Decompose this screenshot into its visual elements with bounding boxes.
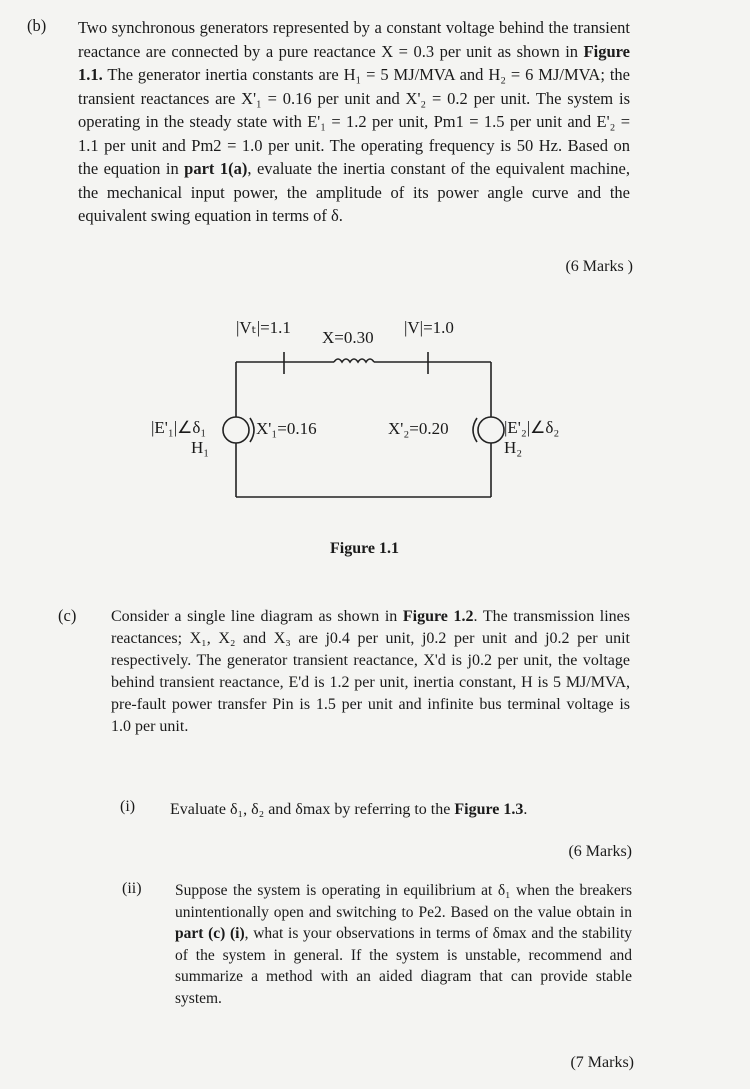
line-inductor [334,359,374,362]
e2-label: |E'₂|∠δ₂ [504,418,560,437]
figure-1-1-ref: Figure 1.1. [78,41,630,84]
v-label: |V|=1.0 [404,318,454,337]
part-c-i-text: Evaluate δ₁, δ₂ and δmax by referring to the [170,801,455,818]
part-c-i-marks: (6 Marks) [568,843,632,860]
part-c-text-1: Consider a single line diagram as shown in [111,608,403,625]
figure-1-1-caption: Figure 1.1 [330,540,400,557]
x-line-label: X=0.30 [322,328,374,347]
part-b-text-1: Two synchronous generators represented by a constant voltage behind the transient reactance are connected by a pure reactance X = 0.3 per unit as shown in [78,18,630,61]
part-c-question [111,606,630,738]
part-c-i-end: . [523,801,528,818]
x1-reactance-arc [250,418,254,442]
x2-reactance-arc [473,418,477,442]
part-c-ii-text-2: , what is your observations in terms of δmax and the stability of the system in general. If the system is unstable, recommend and summarize a method with an aided diagram that can provide stable system. [175,925,632,1007]
generator-1-symbol [223,417,249,443]
part-c-i-label: (i) [120,798,136,815]
part-c-ii-label: (ii) [122,880,142,897]
part-c-ii-marks: (7 Marks) [570,1054,634,1071]
part-c-label: (c) [58,606,77,625]
generator-2-symbol [478,417,504,443]
part-c-text-2: . The transmission lines reactances; X₁, X₂ and X₃ are j0.4 per unit, j0.2 per unit and j0.2 per unit respectively. The generator transient reactance, X'd is j0.2 per unit, the voltage behind transient reactance, E'd is 1.2 per unit, inertia constant, H is 5 MJ/MVA, pre-fault power transfer Pin is 1.5 per unit and infinite bus terminal voltage is 1.0 per unit. [111,608,631,735]
part-b-label: (b) [27,16,47,35]
part-b-marks: (6 Marks ) [565,258,633,275]
part-1a-ref: part 1(a) [184,159,248,178]
h2-label: H₂ [504,438,523,457]
x2-label: X'₂=0.20 [388,419,449,438]
part-c-i-ref: part (c) (i) [175,925,245,942]
e1-label: |E'₁|∠δ₁ [151,418,207,437]
part-c-i-question [170,798,640,822]
figure-1-2-ref: Figure 1.2 [402,608,474,625]
part-b-text-2: The generator inertia constants are H₁ = 5 MJ/MVA and H₂ = 6 MJ/MVA; the transient reactances are X'₁ = 0.16 per unit and X'₂ = 0.2 per unit. The system is operating in the steady state with E'₁ = 1.2 per unit, Pm1 = 1.5 per unit and E'₂ = 1.1 per unit and Pm2 = 1.0 per unit. The operating frequency is 50 Hz. Based on the equation in [78,65,630,178]
x1-label: X'₁=0.16 [256,419,317,438]
vt-label: |Vₜ|=1.1 [236,318,291,337]
part-c-ii-text-1: Suppose the system is operating in equilibrium at δ₁ when the breakers unintentionally open and switching to Pe2. Based on the value obtain in [175,882,632,921]
part-b-text-3: , evaluate the inertia constant of the equivalent machine, the mechanical input power, the amplitude of its power angle curve and the equivalent swing equation in terms of δ. [78,159,630,225]
h1-label: H₁ [191,438,210,457]
part-c-ii-question [175,880,632,1009]
figure-1-3-ref: Figure 1.3 [454,801,524,818]
